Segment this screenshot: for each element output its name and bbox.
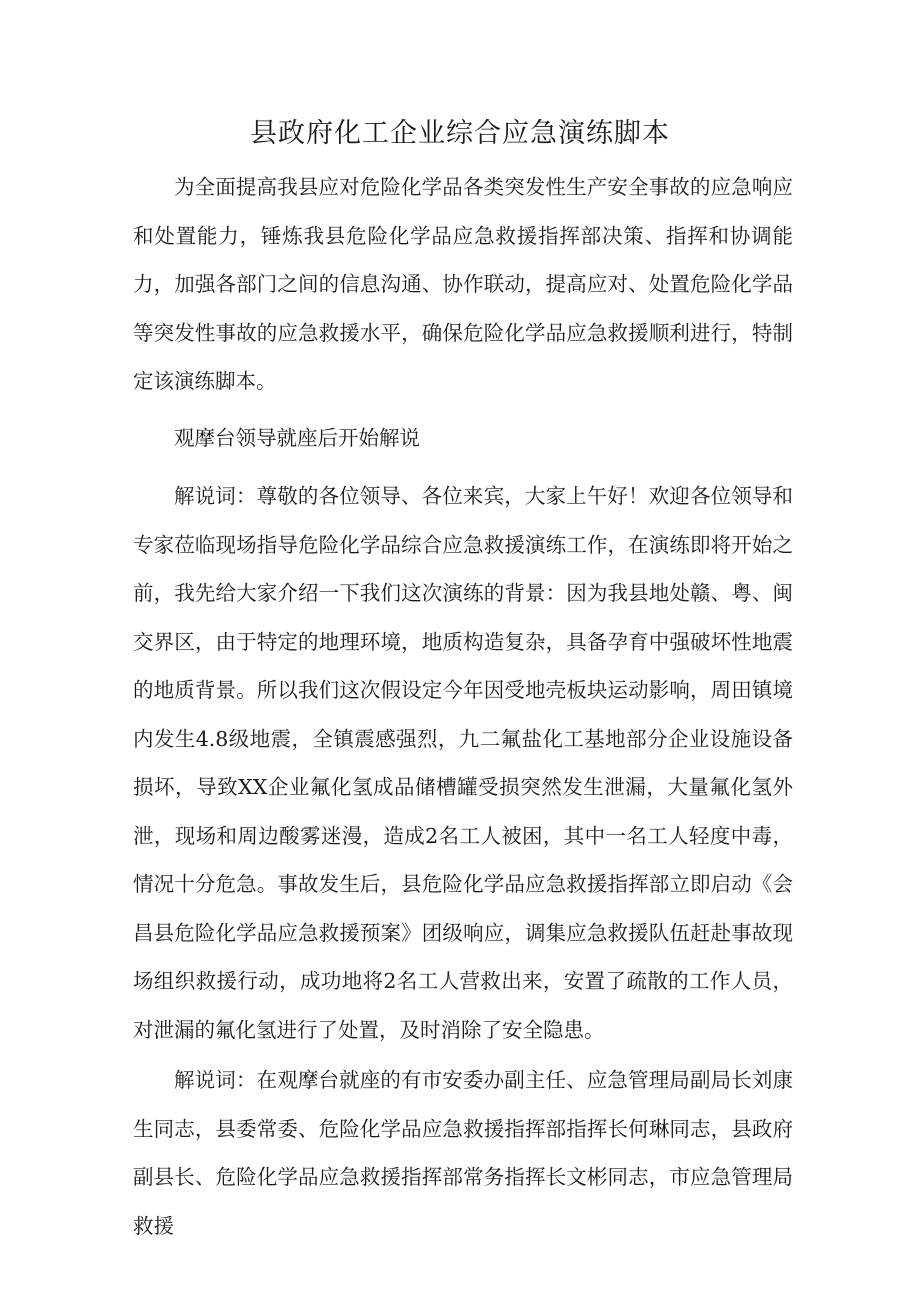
paragraph-purpose: 为全面提高我县应对危险化学品各类突发性生产安全事故的应急响应和处置能力，锤炼我县危险化学品应急救援指挥部决策、指挥和协调能力，加强各部门之间的信息沟通、协作联动，提高应对、处置危险化学品等突发性事故的应急救援水平，确保危险化学品应急救援顺利进行，特制定该演练脚本。 bbox=[133, 175, 793, 393]
paragraph-narration-attendees: 解说词：在观摩台就座的有市安委办副主任、应急管理局副局长刘康生同志，县委常委、危险化学品应急救援指挥部指挥长何琳同志，县政府副县长、危险化学品应急救援指挥部常务指挥长文彬同志，市应急管理局救援 bbox=[133, 1068, 793, 1238]
paragraph-narration-background: 解说词：尊敬的各位领导、各位来宾，大家上午好！欢迎各位领导和专家莅临现场指导危险化学品综合应急救援演练工作，在演练即将开始之前，我先给大家介绍一下我们这次演练的背景：因为我县地处赣、粤、闽交界区，由于特定的地理环境，地质构造复杂，具备孕育中强破坏性地震的地质背景。所以我们这次假设定今年因受地壳板块运动影响，周田镇境内发生4.8级地震，全镇震感强烈，九二氟盐化工基地部分企业设施设备损坏，导致XX企业氟化氢成品储槽罐受损突然发生泄漏，大量氟化氢外泄，现场和周边酸雾迷漫，造成2名工人被困，其中一名工人轻度中毒，情况十分危急。事故发生后，县危险化学品应急救援指挥部立即启动《会昌县危险化学品应急救援预案》团级响应，调集应急救援队伍赶赴事故现场组织救援行动，成功地将2名工人营救出来，安置了疏散的工作人员，对泄漏的氟化氢进行了处置，及时消除了安全隐患。 bbox=[133, 484, 793, 1042]
document-title: 县政府化工企业综合应急演练脚本 bbox=[250, 118, 670, 149]
paragraph-instruction: 观摩台领导就座后开始解说 bbox=[174, 426, 420, 450]
